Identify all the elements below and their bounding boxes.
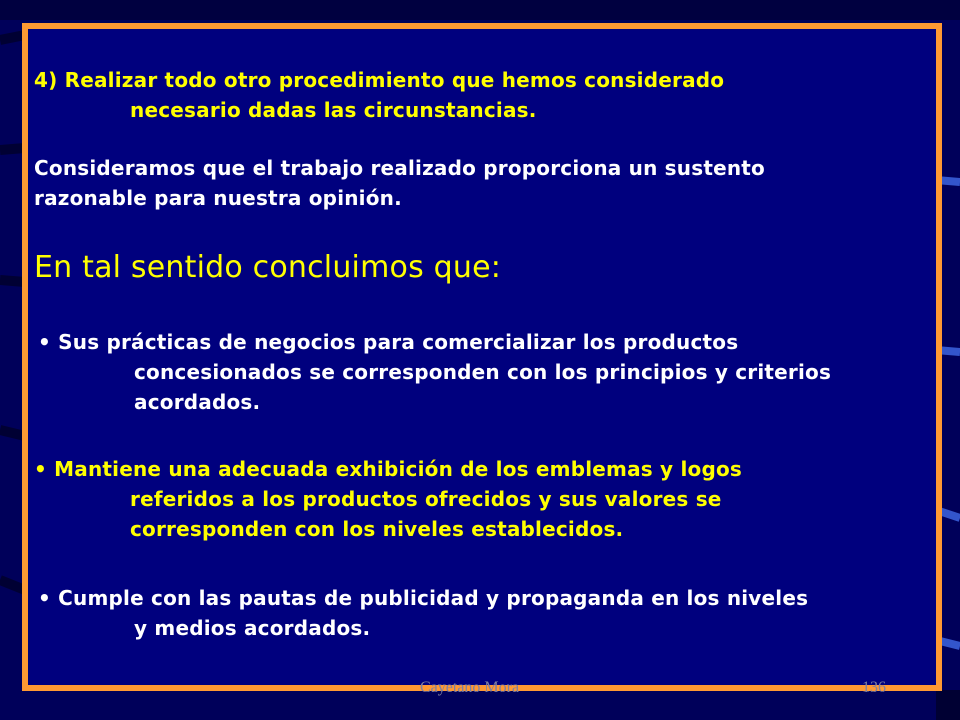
footer-author: Cayetano Mora — [420, 679, 520, 696]
bullet-marker: • — [38, 586, 51, 610]
item-4 — [34, 65, 724, 125]
bullet-item — [38, 583, 808, 643]
bullet-1-line-3: acordados. — [134, 390, 261, 414]
item-4-line-2: necesario dadas las circunstancias. — [130, 98, 537, 122]
bullet-3-line-2: y medios acordados. — [134, 616, 371, 640]
footer-page-number: 136 — [862, 679, 886, 696]
bullet-1-line-2: concesionados se corresponden con los principios y criterios — [134, 360, 832, 384]
bullet-item — [38, 327, 831, 417]
conclusion-heading: En tal sentido concluimos que: — [34, 250, 502, 285]
bullet-2-line-2: referidos a los productos ofrecidos y sus valores se — [130, 487, 722, 511]
bullet-2-line-1: Mantiene una adecuada exhibición de los emblemas y logos — [54, 457, 743, 481]
bullet-1-line-1: Sus prácticas de negocios para comercializar los productos — [58, 330, 739, 354]
bullet-3-line-1: Cumple con las pautas de publicidad y propaganda en los niveles — [58, 586, 809, 610]
item-4-line-1: 4) Realizar todo otro procedimiento que hemos considerado — [34, 68, 725, 92]
opinion-paragraph — [34, 153, 765, 213]
bullet-2-line-3: corresponden con los niveles establecidos. — [130, 517, 624, 541]
bullet-marker: • — [34, 457, 47, 481]
bullet-marker: • — [38, 330, 51, 354]
opinion-paragraph-line-1: Consideramos que el trabajo realizado proporciona un sustento — [34, 156, 765, 180]
opinion-paragraph-line-2: razonable para nuestra opinión. — [34, 186, 402, 210]
bullet-item — [34, 454, 742, 544]
